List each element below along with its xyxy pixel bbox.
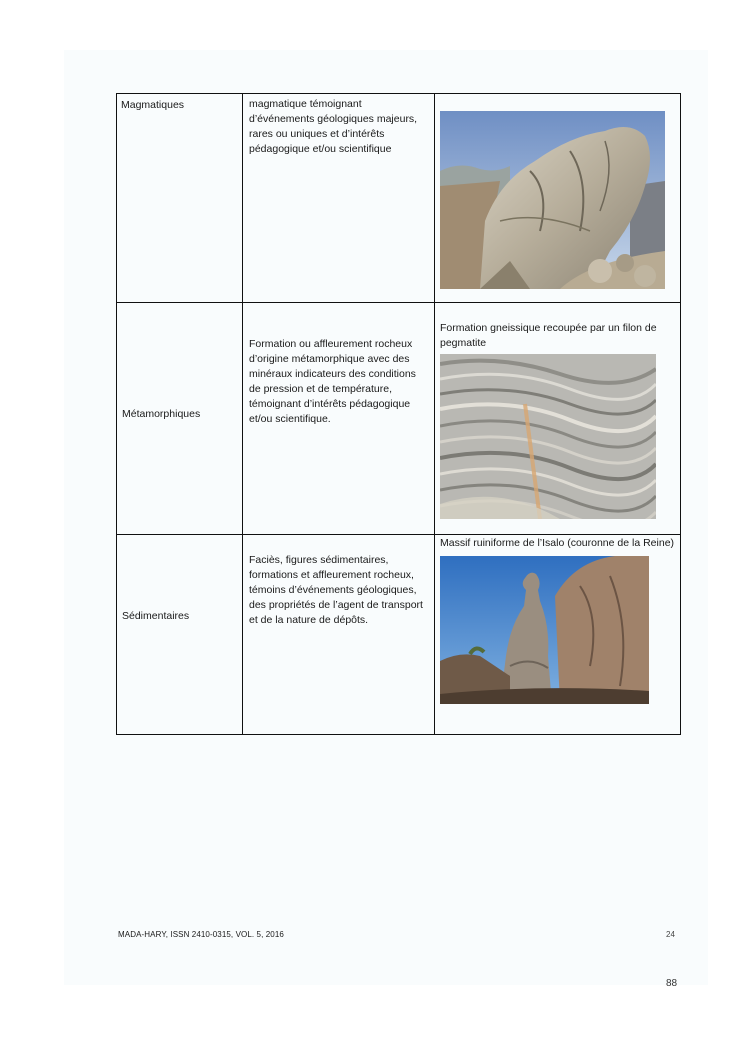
page-number: 24 — [666, 930, 675, 939]
description-text: Formation ou affleurement rocheux d’origine métamorphique avec des minéraux indicateurs des conditions de pression et de température, témoignant d’intérêts pédagogique et/ou scientifique. — [249, 338, 416, 425]
type-label: Métamorphiques — [122, 408, 201, 420]
type-label: Magmatiques — [121, 99, 185, 111]
isalo-massif-photo — [440, 556, 649, 704]
image-caption: Formation gneissique recoupée par un filon de pegmatite — [440, 322, 657, 349]
description-cell — [243, 303, 435, 535]
type-cell — [117, 535, 243, 735]
type-cell — [117, 303, 243, 535]
granite-outcrop-photo — [440, 111, 665, 289]
table-row — [117, 94, 681, 303]
description-text: magmatique témoignant d’événements géologiques majeurs, rares ou uniques et d’intérêts pédagogique et/ou scientifique — [249, 98, 418, 155]
image-cell — [435, 535, 681, 735]
image-cell — [435, 303, 681, 535]
image-cell — [435, 94, 681, 303]
table-row — [117, 303, 681, 535]
type-label: Sédimentaires — [122, 609, 190, 622]
description-cell — [243, 94, 435, 303]
description-cell — [243, 535, 435, 735]
table-row — [117, 535, 681, 735]
corner-page-number: 88 — [666, 978, 678, 989]
image-caption: Massif ruiniforme de l’Isalo (couronne de la Reine) — [440, 537, 675, 549]
geosite-table — [116, 93, 681, 735]
footer-citation: MADA-HARY, ISSN 2410-0315, VOL. 5, 2016 — [118, 930, 284, 939]
type-cell — [117, 94, 243, 303]
gneiss-formation-photo — [440, 354, 656, 519]
description-text: Faciès, figures sédimentaires, formations et affleurement rocheux, témoins d’événements géologiques, des propriétés de l’agent de transport et de la nature de dépôts. — [249, 554, 423, 626]
